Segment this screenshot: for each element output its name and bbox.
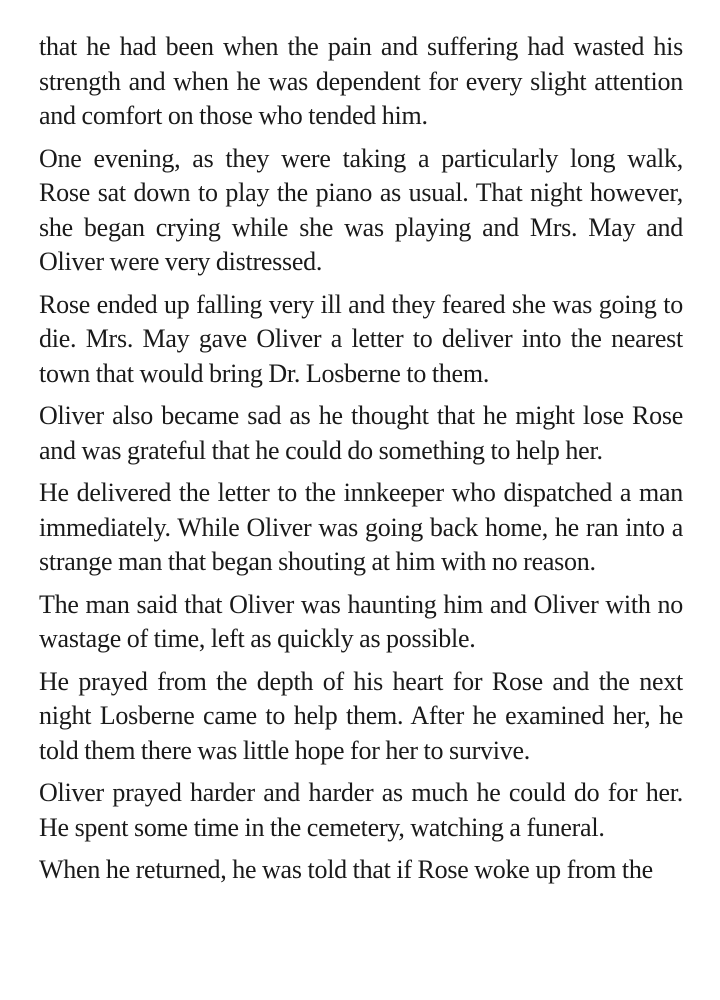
paragraph-4: Oliver also became sad as he thought that he might lose Rose and was grateful that he could do something to help her.: [39, 401, 683, 465]
paragraph-7: He prayed from the depth of his heart for Rose and the next night Losberne came to help them. After he examined her, he told them there was little hope for her to survive.: [39, 666, 683, 765]
document-page: [39, 30, 683, 896]
paragraph-3: Rose ended up falling very ill and they feared she was going to die. Mrs. May gave Oliver a letter to deliver into the nearest town that would bring Dr. Losberne to them.: [39, 289, 683, 388]
paragraph-6: The man said that Oliver was haunting him and Oliver with no wastage of time, left as quickly as possible.: [39, 589, 683, 653]
paragraph-1: that he had been when the pain and suffering had wasted his strength and when he was dependent for every slight attention and comfort on those who tended him.: [39, 32, 683, 130]
paragraph-2: One evening, as they were taking a particularly long walk, Rose sat down to play the piano as usual. That night however, she began crying while she was playing and Mrs. May and Oliver were very distressed.: [39, 143, 683, 276]
paragraph-9: When he returned, he was told that if Rose woke up from the: [39, 855, 653, 884]
paragraph-5: He delivered the letter to the innkeeper who dispatched a man immediately. While Oliver was going back home, he ran into a strange man that began shouting at him with no reason.: [39, 478, 683, 576]
paragraph-8: Oliver prayed harder and harder as much he could do for her. He spent some time in the cemetery, watching a funeral.: [39, 778, 683, 842]
